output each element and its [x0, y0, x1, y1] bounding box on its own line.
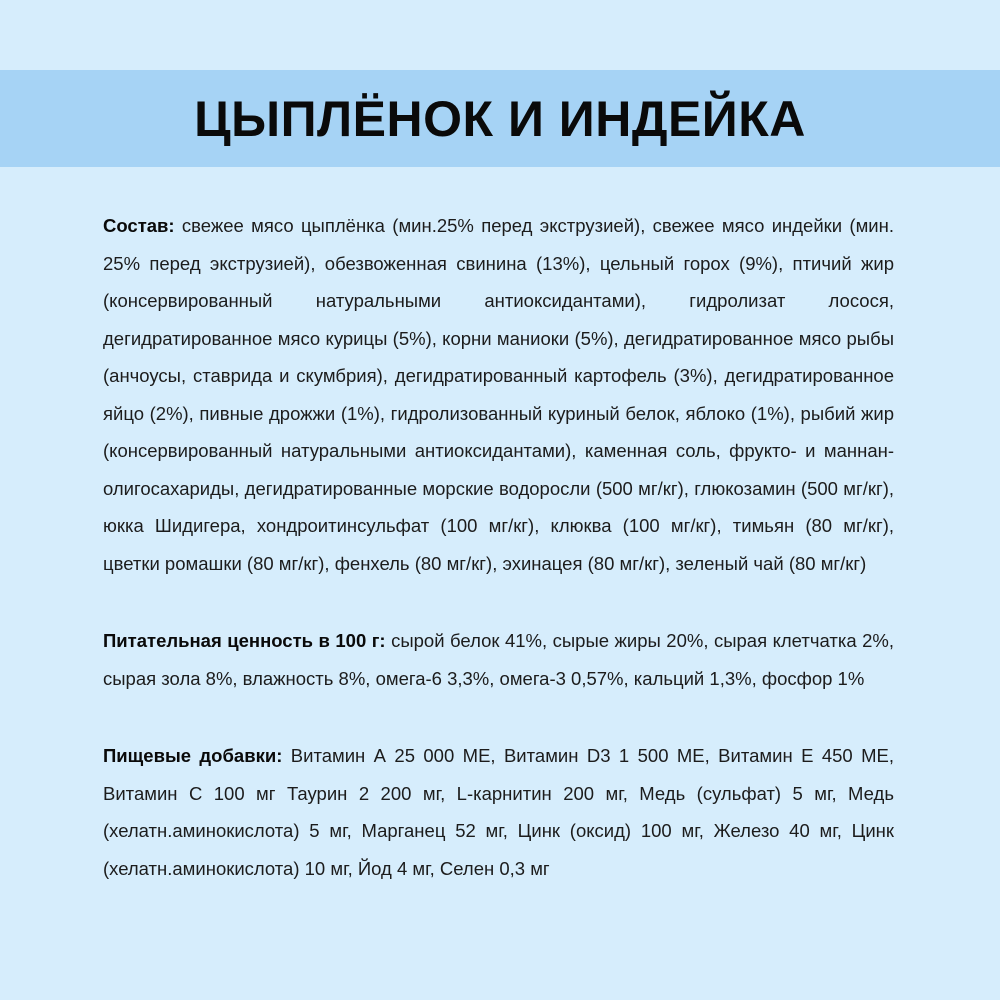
- nutrition-text: сырой белок 41%, сырые жиры 20%, сырая клетчатка 2%, сырая зола 8%, влажность 8%, омега-6 3,3%, омега-3 0,57%, кальций 1,3%, фосфор 1%: [103, 630, 894, 689]
- title-band: [0, 70, 1000, 167]
- additives-section: [103, 737, 894, 887]
- additives-text: Витамин А 25 000 МЕ, Витамин D3 1 500 МЕ, Витамин Е 450 МЕ, Витамин С 100 мг Таурин 2 200 мг, L-карнитин 200 мг, Медь (сульфат) 5 мг, Медь (хелатн.аминокислота) 5 мг, Марганец 52 мг, Цинк (оксид) 100 мг, Железо 40 мг, Цинк (хелатн.аминокислота) 10 мг, Йод 4 мг, Селен 0,3 мг: [103, 745, 894, 879]
- product-info: [103, 207, 894, 887]
- additives-label: Пищевые добавки:: [103, 745, 283, 766]
- page-title: ЦЫПЛЁНОК И ИНДЕЙКА: [194, 90, 806, 147]
- composition-text: свежее мясо цыплёнка (мин.25% перед экструзией), свежее мясо индейки (мин. 25% перед экструзией), обезвоженная свинина (13%), цельный горох (9%), птичий жир (консервированный натуральными антиоксидантами), гидролизат лосося, дегидратированное мясо курицы (5%), корни маниоки (5%), дегидратированное мясо рыбы (анчоусы, ставрида и скумбрия), дегидратированный картофель (3%), дегидратированное яйцо (2%), пивные дрожжи (1%), гидролизованный куриный белок, яблоко (1%), рыбий жир (консервированный натуральными антиоксидантами), каменная соль, фрукто- и маннан-олигосахариды, дегидратированные морские водоросли (500 мг/кг), глюкозамин (500 мг/кг), юкка Шидигера, хондроитинсульфат (100 мг/кг), клюква (100 мг/кг), тимьян (80 мг/кг), цветки ромашки (80 мг/кг), фенхель (80 мг/кг), эхинацея (80 мг/кг), зеленый чай (80 мг/кг): [103, 215, 894, 574]
- nutrition-section: [103, 622, 894, 697]
- nutrition-label: Питательная ценность в 100 г:: [103, 630, 386, 651]
- composition-section: [103, 207, 894, 582]
- composition-label: Состав:: [103, 215, 175, 236]
